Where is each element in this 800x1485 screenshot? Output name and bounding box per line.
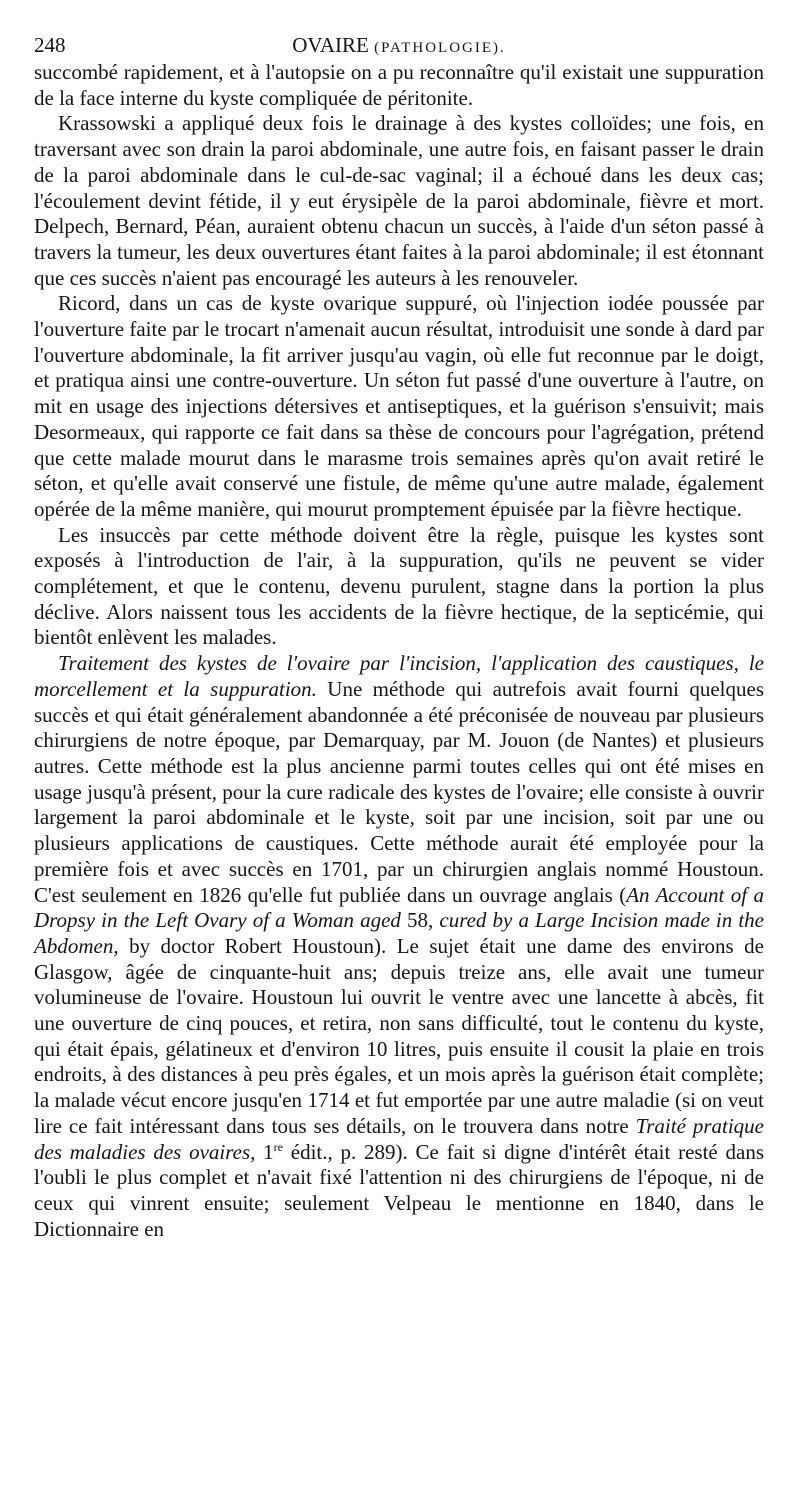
paragraph: [34, 523, 764, 652]
running-title: [34, 30, 764, 63]
text-run: Ricord, dans un cas de kyste ovarique suppuré, où l'injection iodée poussée par l'ouverture faite par le trocart n'amenait aucun résultat, introduisit une sonde à dard par l'ouverture abdominale, la fit arriver jusqu'au vagin, où elle fut reconnue par le doigt, et pratiqua ainsi une contre-ouverture. Un séton fut passé d'une ouverture à l'autre, on mit en usage des injections détersives et antiseptiques, et la guérison s'ensuivit; mais Desormeaux, qui rapporte ce fait dans sa thèse de concours pour l'agrégation, prétend que cette malade mourut dans le marasme trois semaines après qu'on avait retiré le séton, et qu'elle avait conservé une fistule, de même qu'une autre malade, également opérée de la même manière, qui mourut promptement épuisée par la fièvre hectique.: [34, 291, 764, 521]
running-header: [34, 30, 764, 60]
italic-text: An Account of a Dropsy in the Left Ovary of a Woman aged: [34, 882, 764, 933]
paragraph: [34, 651, 764, 1242]
text-run: Une méthode qui autrefois avait fourni quelques succès et qui était généralement abandonnée a été préconisée de nouveau par plusieurs chirurgiens de notre époque, par Demarquay, par M. Jouon (de Nantes) et plusieurs autres. Cette méthode est la plus ancienne parmi toutes celles qui ont été mises en usage jusqu'à présent, pour la cure radicale des kystes de l'ovaire; elle consiste à ouvrir largement la paroi abdominale et le kyste, soit par une incision, soit par une ou plusieurs applications de caustiques. Cette méthode aurait été employée pour la première fois et avec succès en 1701, par un chirurgien anglais nommé Houstoun. C'est seulement en 1826 qu'elle fut publiée dans un ouvrage anglais (: [34, 676, 764, 907]
page: [34, 30, 764, 1242]
paragraph: [34, 111, 764, 291]
superscript-text: re: [273, 1139, 283, 1154]
italic-text: cured by a Large Incision made in the Abdomen,: [34, 908, 765, 958]
text-run: 58,: [400, 908, 440, 933]
italic-text: Traité pratique des maladies des ovaires,: [34, 1113, 764, 1164]
text-run: succombé rapidement, et à l'autopsie on a pu reconnaître qu'il existait une suppuration de la face interne du kyste compliquée de péritonite.: [34, 60, 764, 110]
page-number: 248: [34, 33, 66, 57]
running-title-main: OVAIRE: [292, 33, 369, 57]
paragraph: [34, 291, 764, 522]
text-run: by doctor Robert Houstoun). Le sujet était une dame des environs de Glasgow, âgée de cinquante-huit ans; depuis treize ans, elle avait une tumeur volumineuse de l'ovaire. Houstoun lui ouvrit le ventre avec une lancette à abcès, fit une ouverture de cinq pouces, et retira, non sans difficulté, tout le contenu du kyste, qui était épais, gélatineux et d'environ 10 litres, puis ensuite il cousit la plaie en trois endroits, à des distances à peu près égales, et un mois après la guérison était complète; la malade vécut encore jusqu'en 1714 et fut emportée par une autre maladie (si on veut lire ce fait intéressant dans tous ses détails, on le trouvera dans notre: [34, 933, 764, 1138]
text-run: édit., p. 289). Ce fait si digne d'intérêt était resté dans l'oubli le plus complet et n'avait fixé l'attention ni des chirurgiens de l'époque, ni de ceux qui vinrent ensuite; seulement Velpeau le mentionne en 1840, dans le Dictionnaire en: [34, 1139, 764, 1241]
paragraph: [34, 60, 764, 111]
running-title-sub: (PATHOLOGIE).: [374, 40, 506, 56]
footer-marks: [34, 1440, 764, 1450]
text-run: 1: [255, 1139, 274, 1164]
italic-text: Traitement des kystes de l'ovaire par l'incision, l'application des caustiques, le morcellement et la suppuration.: [34, 651, 764, 701]
text-run: Krassowski a appliqué deux fois le drainage à des kystes colloïdes; une fois, en traversant avec son drain la paroi abdominale, une autre fois, en faisant passer le drain de la paroi abdominale dans le cul-de-sac vaginal; il a échoué dans les deux cas; l'écoulement devint fétide, il y eut érysipèle de la paroi abdominale, fièvre et mort. Delpech, Bernard, Péan, auraient obtenu chacun un succès, à l'aide d'un séton passé à travers la tumeur, les deux ouvertures étant faites à la paroi abdominale; il est étonnant que ces succès n'aient pas encouragé les auteurs à les renouveler.: [34, 111, 764, 290]
body-text: [34, 60, 764, 1242]
text-run: Les insuccès par cette méthode doivent être la règle, puisque les kystes sont exposés à l'introduction de l'air, à la suppuration, qu'ils ne peuvent se vider complétement, et que le contenu, devenu purulent, stagne dans la portion la plus déclive. Alors naissent tous les accidents de la fièvre hectique, de la septicémie, qui bientôt enlèvent les malades.: [34, 522, 764, 650]
